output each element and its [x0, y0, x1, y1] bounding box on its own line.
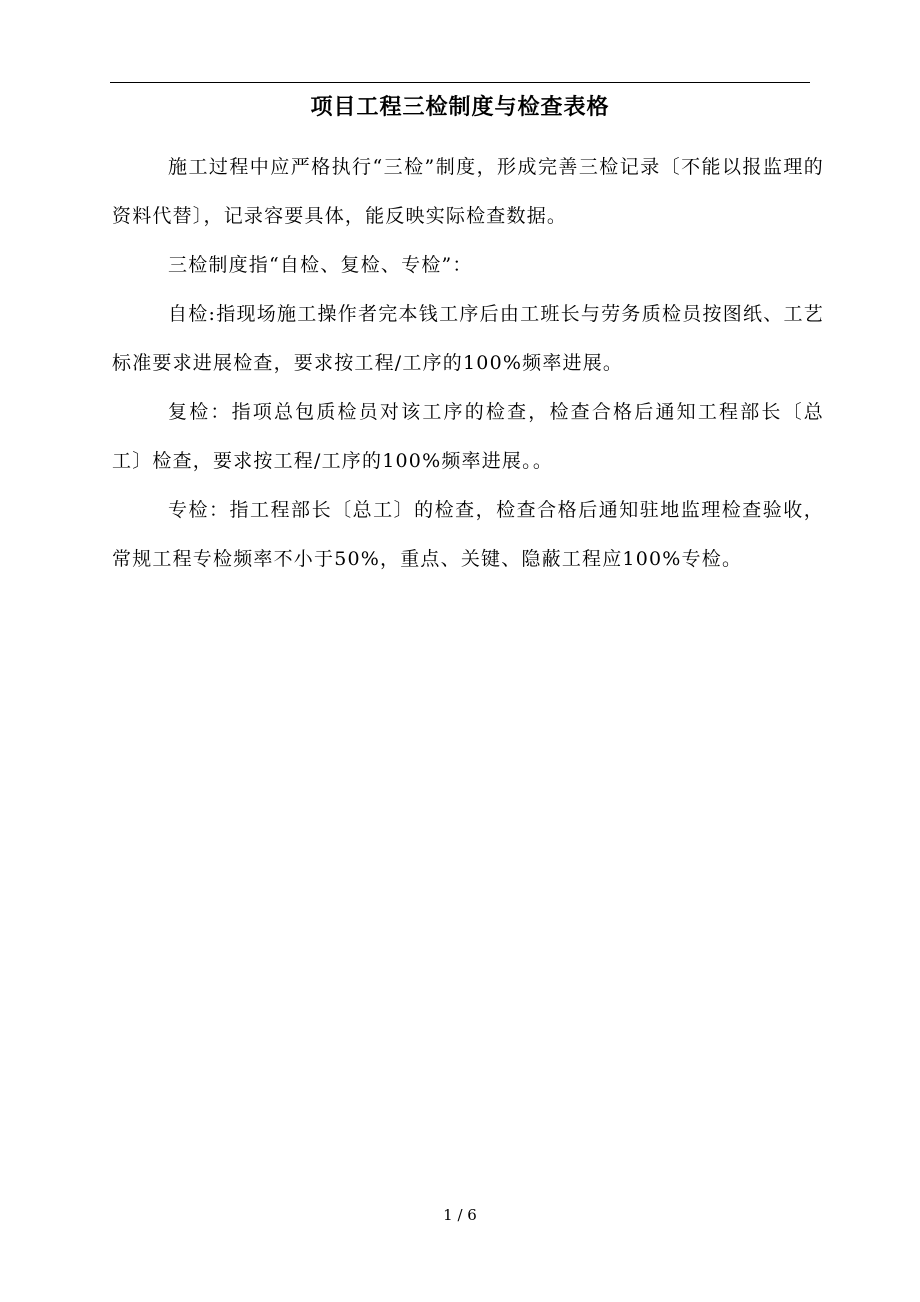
page-number: 1 / 6: [443, 1206, 477, 1224]
document-title: 项目工程三检制度与检查表格: [310, 95, 610, 120]
header-rule: [110, 82, 810, 83]
paragraph-self-check: 自检:指现场施工操作者完本钱工序后由工班长与劳务质检员按图纸、工艺标准要求进展检查，要求按工程/工序的100%频率进展。: [112, 303, 824, 374]
paragraph-special-check: 专检：指工程部长〔总工〕的检查，检查合格后通知驻地监理检查验收，常规工程专检频率不小于50%，重点、关键、隐蔽工程应100%专检。: [112, 499, 824, 570]
paragraph-definition: 三检制度指“自检、复检、专检”：: [168, 254, 473, 276]
paragraph-intro: 施工过程中应严格执行“三检”制度，形成完善三检记录〔不能以报监理的资料代替〕，记录容要具体，能反映实际检查数据。: [112, 156, 824, 227]
paragraph-re-check: 复检：指项总包质检员对该工序的检查，检查合格后通知工程部长〔总工〕检查，要求按工程/工序的100%频率进展。。: [112, 401, 824, 472]
document-body: [112, 143, 824, 584]
